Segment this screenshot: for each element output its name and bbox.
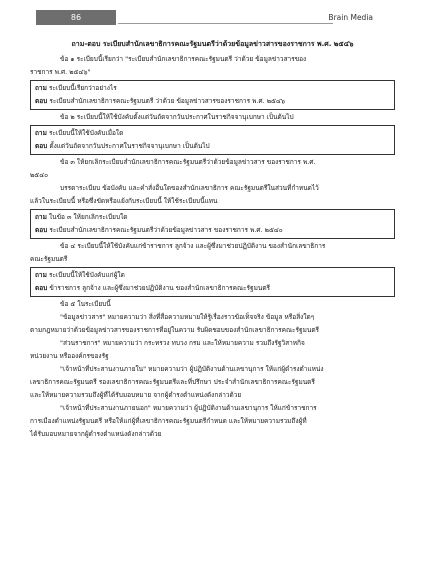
definition-external-coordinator-cont: การเมืองตำแหน่งรัฐมนตรี หรือให้แก่ผู้ที่เลขาธิการคณะรัฐมนตรีกำหนด และให้หมายความรวมถึงผู้ที่ — [30, 417, 307, 425]
brand-label: Brain Media — [328, 13, 373, 22]
question-label: ถาม — [35, 129, 47, 137]
section-3-cont: ๒๕๔๐ — [30, 171, 49, 179]
question-label: ถาม — [35, 213, 47, 221]
qa-answer — [35, 95, 390, 108]
qa-answer — [35, 224, 390, 237]
question-text: ระเบียบนี้ให้ใช้บังคับแก่ผู้ใด — [48, 271, 125, 279]
qa-box-1 — [30, 80, 395, 110]
definition-agency-cont: หน่วยงาน หรือองค์กรของรัฐ — [30, 352, 109, 360]
page-header — [0, 10, 425, 25]
definition-external-coordinator-cont: ได้รับมอบหมายจากผู้ดำรงตำแหน่งดังกล่าวด้วย — [30, 430, 162, 438]
question-text: ระเบียบนี้เรียกว่าอย่างไร — [48, 84, 117, 92]
answer-label: ตอบ — [35, 97, 48, 105]
question-label: ถาม — [35, 84, 47, 92]
answer-text: ระเบียบสำนักเลขาธิการคณะรัฐมนตรี ว่าด้วย ข้อมูลข่าวสารของราชการ พ.ศ. ๒๕๔๖ — [49, 97, 285, 105]
section-4-cont: คณะรัฐมนตรี — [30, 255, 68, 263]
section-1-cont: ราชการ พ.ศ. ๒๕๔๖" — [30, 68, 91, 76]
paragraph-1: บรรดาระเบียบ ข้อบังคับ และคำสั่งอื่นใดของสำนักเลขาธิการ คณะรัฐมนตรีในส่วนที่กำหนดไว้ — [60, 184, 319, 192]
answer-label: ตอบ — [35, 142, 48, 150]
document-title: ถาม-ตอบ ระเบียบสำนักเลขาธิการคณะรัฐมนตรีว่าด้วยข้อมูลข่าวสารของราชการ พ.ศ. ๒๕๔๖ — [71, 40, 354, 48]
qa-question — [35, 127, 390, 140]
qa-answer — [35, 140, 390, 153]
paragraph-1-cont: แล้วในระเบียบนี้ หรือซึ่งขัดหรือแย้งกับระเบียบนี้ ให้ใช้ระเบียบนี้แทน — [30, 197, 218, 205]
definition-external-coordinator: "เจ้าหน้าที่ประสานงานภายนอก" หมายความว่า ผู้ปฏิบัติงานด้านเลขานุการ ให้แก่ข้าราชการ — [60, 404, 317, 412]
definition-information-cont: ตามกฎหมายว่าด้วยข้อมูลข่าวสารของราชการที่อยู่ในความ รับผิดชอบของสำนักเลขาธิการคณะรัฐมนตรี — [30, 326, 320, 334]
question-label: ถาม — [35, 271, 47, 279]
header-rule — [118, 23, 333, 24]
qa-box-4 — [30, 267, 395, 297]
section-3: ข้อ ๓ ให้ยกเลิกระเบียบสำนักเลขาธิการคณะรัฐมนตรีว่าด้วยข้อมูลข่าวสาร ของราชการ พ.ศ. — [60, 158, 316, 166]
section-4: ข้อ ๔ ระเบียบนี้ให้ใช้บังคับแก่ข้าราชการ ลูกจ้าง และผู้ซึ่งมาช่วยปฏิบัติงาน ของสำนักเลขาธิการ — [60, 242, 326, 250]
section-1: ข้อ ๑ ระเบียบนี้เรียกว่า "ระเบียบสำนักเลขาธิการคณะรัฐมนตรี ว่าด้วย ข้อมูลข่าวสารของ — [60, 55, 307, 63]
definition-internal-coordinator-cont: เลขาธิการคณะรัฐมนตรี รองเลขาธิการคณะรัฐมนตรีและที่ปรึกษา ประจำสำนักเลขาธิการคณะรัฐมนตรี — [30, 378, 315, 386]
section-5: ข้อ ๕ ในระเบียบนี้ — [60, 300, 111, 308]
question-text: ในข้อ ๓ ให้ยกเลิกระเบียบใด — [48, 213, 128, 221]
answer-text: ระเบียบสำนักเลขาธิการคณะรัฐมนตรีว่าด้วยข้อมูลข่าวสาร ของราชการ พ.ศ. ๒๕๔๐ — [49, 226, 283, 234]
answer-label: ตอบ — [35, 226, 48, 234]
answer-label: ตอบ — [35, 284, 48, 292]
page-number: 86 — [36, 10, 116, 25]
qa-box-2 — [30, 125, 395, 155]
section-2: ข้อ ๒ ระเบียบนี้ให้ใช้บังคับตั้งแต่วันถัดจากวันประกาศในราชกิจจานุเบกษา เป็นต้นไป — [60, 113, 294, 121]
answer-text: ข้าราชการ ลูกจ้าง และผู้ซึ่งมาช่วยปฏิบัติงาน ของสำนักเลขาธิการคณะรัฐมนตรี — [49, 284, 271, 292]
qa-question — [35, 211, 390, 224]
qa-answer — [35, 282, 390, 295]
qa-question — [35, 82, 390, 95]
question-text: ระเบียบนี้ให้ใช้บังคับเมื่อใด — [48, 129, 124, 137]
definition-information: "ข้อมูลข่าวสาร" หมายความว่า สิ่งที่สื่อความหมายให้รู้เรื่องราวข้อเท็จจริง ข้อมูล หรือสิ่งใดๆ — [60, 313, 315, 321]
qa-question — [35, 269, 390, 282]
qa-box-3 — [30, 209, 395, 239]
definition-internal-coordinator: "เจ้าหน้าที่ประสานงานภายใน" หมายความว่า ผู้ปฏิบัติงานด้านเลขานุการ ให้แก่ผู้ดำรงตำแหน่ง — [60, 365, 324, 373]
answer-text: ตั้งแต่วันถัดจากวันประกาศในราชกิจจานุเบกษา เป็นต้นไป — [49, 142, 210, 150]
definition-agency: "ส่วนราชการ" หมายความว่า กระทรวง ทบวง กรม และให้หมายความ รวมถึงรัฐวิสาหกิจ — [60, 339, 305, 347]
document-body — [30, 38, 395, 441]
definition-internal-coordinator-cont: และให้หมายความรวมถึงผู้ที่ได้รับมอบหมาย จากผู้ดำรงตำแหน่งดังกล่าวด้วย — [30, 391, 242, 399]
